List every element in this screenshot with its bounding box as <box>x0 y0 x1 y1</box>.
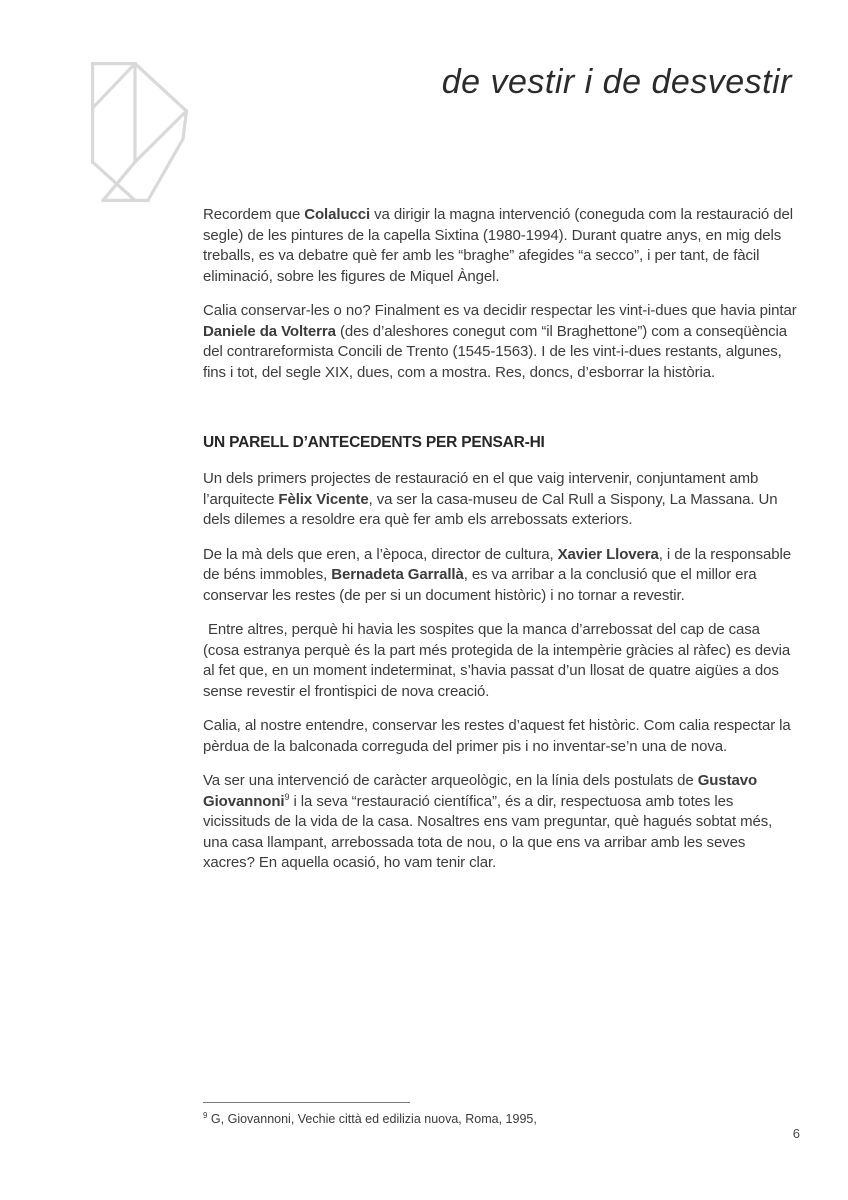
text-run: va dirigir la magna intervenció (coneguda com la restauració del segle) de les pintures de la capella Sixtina (1980-1994). Durant quatre anys, en mig dels treballs, es va debatre què fer amb les “braghe” afegides “a secco”, i per tant, de fàcil eliminació, sobre les figures de Miquel Àngel. <box>203 206 793 285</box>
text-run: Bernadeta Garrallà <box>331 566 464 583</box>
footnote-text: G, Giovannoni, Vechie città ed edilizia nuova, Roma, 1995, <box>207 1112 537 1126</box>
text-run: De la mà dels que eren, a l’època, director de cultura, <box>203 545 558 563</box>
footnote-separator <box>203 1102 410 1103</box>
text-run: , i de la responsable de béns immobles, <box>203 545 791 583</box>
page-number: 6 <box>792 1126 800 1141</box>
text-run: Colalucci <box>304 206 371 223</box>
text-run: , es va arribar a la conclusió que el millor era conservar les restes (de per si un document històric) i no tornar a revestir. <box>203 566 757 604</box>
logo-emblem <box>91 62 188 202</box>
text-run: Va ser una intervenció de caràcter arqueològic, en la línia dels postulats de <box>203 772 698 789</box>
body-paragraph <box>203 716 800 757</box>
text-run: Recordem que <box>203 206 305 223</box>
text-run: Entre altres, perquè hi havia les sospites que la manca d’arrebossat del cap de casa (cosa estranya perquè és la part més protegida de la intempèrie gràcies al ràfec) es devia al fet que, en un moment indeterminat, s’havia passat d’un llosat de quatre aigües a dos sense revestir el frontispici de nova creació. <box>203 621 791 700</box>
text-run: Gustavo Giovannoni <box>203 772 758 810</box>
body-paragraph <box>203 205 800 287</box>
text-run: Calia, al nostre entendre, conservar les restes d’aquest fet històric. Com calia respectar la pèrdua de la balconada correguda del primer pis i no inventar-se’n una de nova. <box>203 717 791 755</box>
body-paragraph <box>203 545 800 607</box>
text-run: Un dels primers projectes de restauració en el que vaig intervenir, conjuntament amb l’arquitecte <box>203 470 759 508</box>
text-run: (des d’aleshores conegut com “il Braghettone”) com a conseqüència del contrareformista Concili de Trento (1545-1563). I de les vint-i-dues restants, algunes, fins i tot, del segle XIX, dues, com a mostra. Res, doncs, d’esborrar la història. <box>203 322 788 381</box>
text-run: UN PARELL D’ANTECEDENTS PER PENSAR-HI <box>203 434 545 451</box>
footnote <box>203 1111 800 1127</box>
section-heading <box>203 433 800 453</box>
body-paragraph <box>203 301 800 383</box>
text-run: Fèlix Vicente <box>278 490 369 508</box>
footnote-marker: 9 <box>203 1110 208 1120</box>
logo-linework <box>93 64 187 201</box>
text-run: Calia conservar-les o no? Finalment es va decidir respectar les vint-i-dues que havia pintar <box>203 302 797 319</box>
text-run: Daniele da Volterra <box>203 322 336 340</box>
body-paragraph <box>203 771 800 874</box>
article-body <box>203 205 800 888</box>
body-paragraph <box>203 469 800 531</box>
footnote-area <box>203 1102 800 1127</box>
body-paragraph <box>203 620 800 702</box>
text-run: , va ser la casa-museu de Cal Rull a Sispony, La Massana. Un dels dilemes a resoldre era què fer amb els arrebossats exteriors. <box>203 490 778 528</box>
footnote-reference: 9 <box>284 791 290 802</box>
text-run: i la seva “restauració científica”, és a dir, respectuosa amb totes les vicissituds de la vida de la casa. Nosaltres ens vam preguntar, què hagués sobtat més, una casa llampant, arrebossada tota de nou, o la que ens va arribar amb les seves xacres? En aquella ocasió, ho vam tenir clar. <box>203 792 773 871</box>
text-run: Xavier Llovera <box>557 545 659 563</box>
page-title: de vestir i de desvestir <box>441 63 792 101</box>
